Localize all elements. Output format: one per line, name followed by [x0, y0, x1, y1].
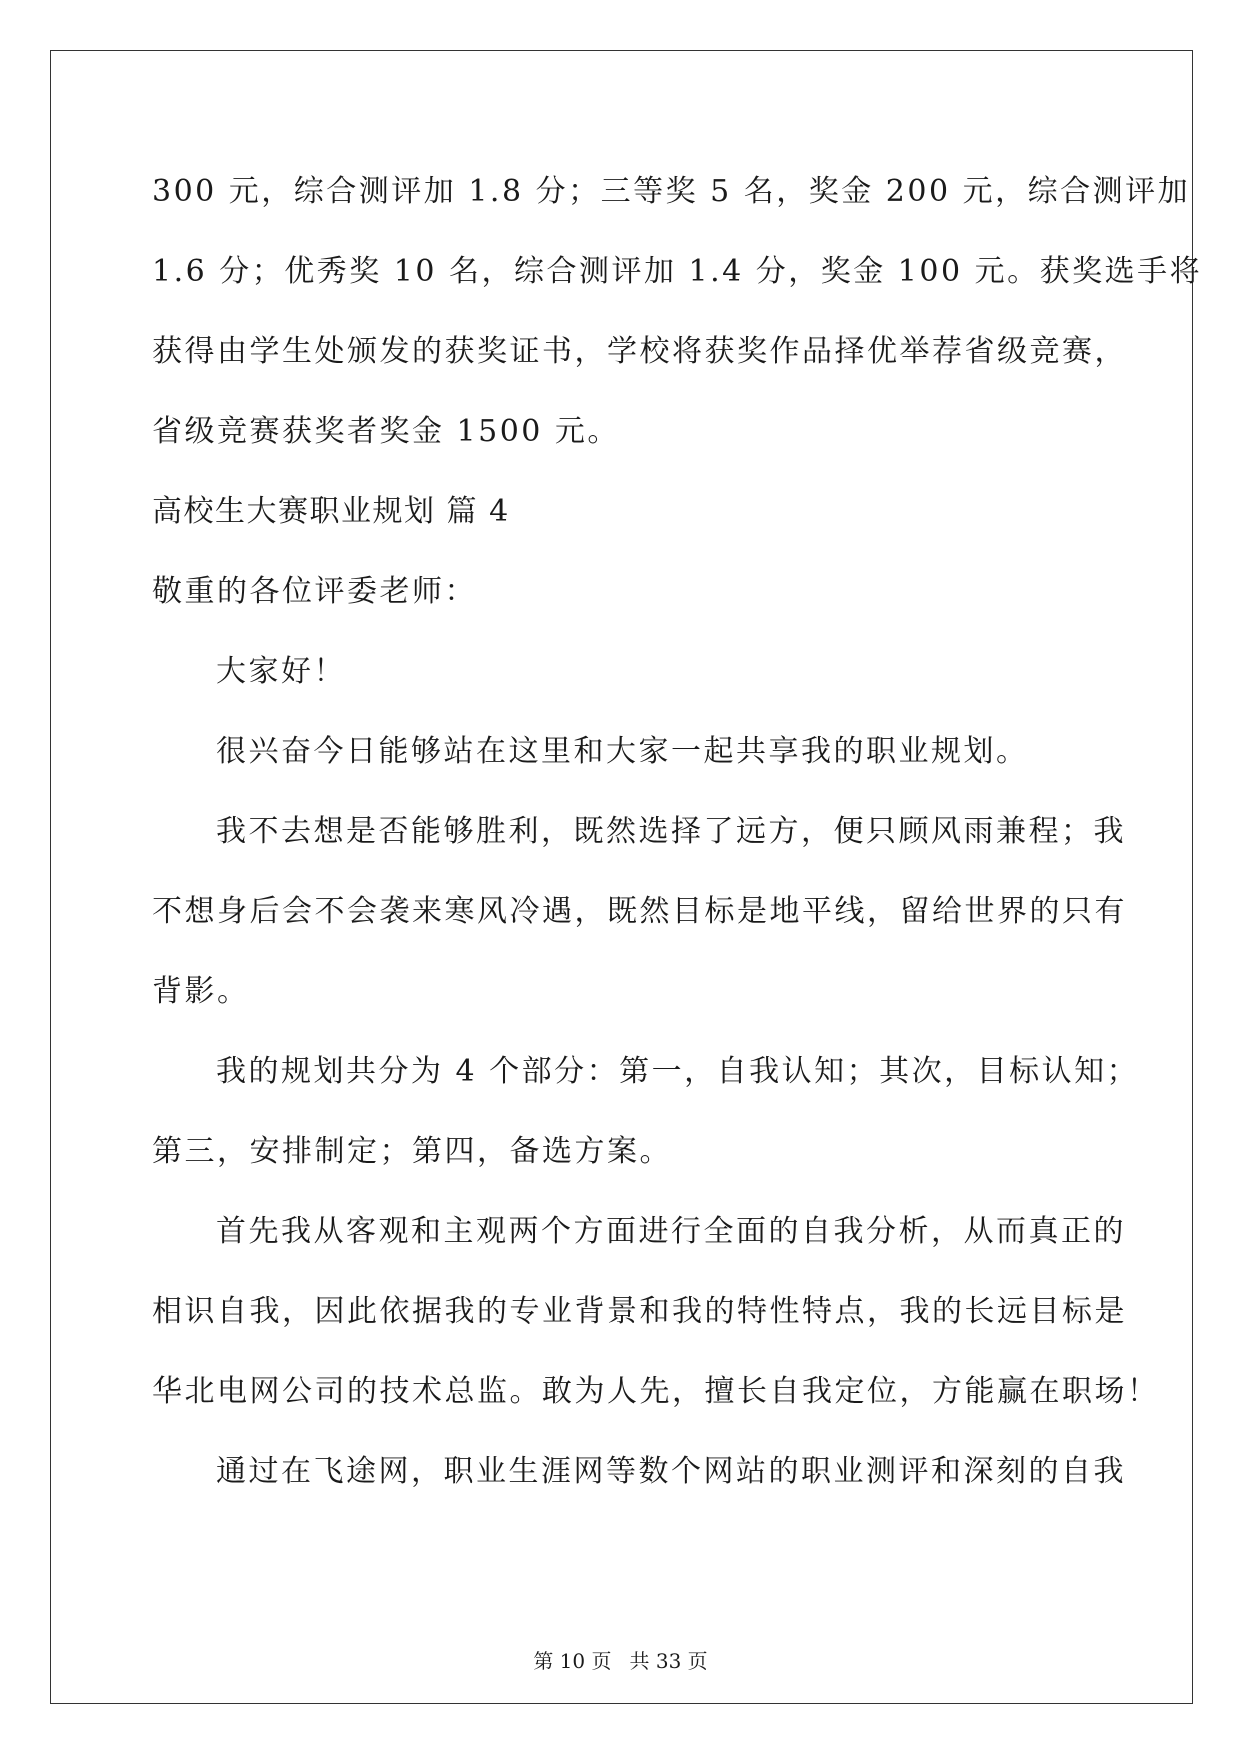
- text-line-2: 1.6 分；优秀奖 10 名，综合测评加 1.4 分，奖金 100 元。获奖选手将: [152, 254, 1203, 289]
- salutation: 敬重的各位评委老师：: [152, 574, 477, 609]
- text-line-8: 很兴奋今日能够站在这里和大家一起共享我的职业规划。: [216, 734, 1029, 769]
- document-body: [152, 160, 1203, 1520]
- text-line-13: 第三，安排制定；第四，备选方案。: [152, 1134, 672, 1169]
- text-line-17: 通过在飞途网，职业生涯网等数个网站的职业测评和深刻的自我: [216, 1454, 1126, 1489]
- text-line-1: 300 元，综合测评加 1.8 分；三等奖 5 名，奖金 200 元，综合测评加: [152, 174, 1191, 209]
- page-number: 第 10 页: [533, 1649, 612, 1673]
- text-line-12: 我的规划共分为 4 个部分：第一，自我认知；其次，目标认知；: [216, 1054, 1140, 1089]
- text-line-15: 相识自我，因此依据我的专业背景和我的特性特点，我的长远目标是: [152, 1294, 1127, 1329]
- section-heading: 高校生大赛职业规划 篇 4: [152, 494, 510, 529]
- greeting: 大家好！: [216, 654, 346, 689]
- page-total: 共 33 页: [629, 1649, 708, 1673]
- text-line-16: 华北电网公司的技术总监。敢为人先，擅长自我定位，方能赢在职场！: [152, 1374, 1160, 1409]
- text-line-9: 我不去想是否能够胜利，既然选择了远方，便只顾风雨兼程；我: [216, 814, 1126, 849]
- text-line-3: 获得由学生处颁发的获奖证书，学校将获奖作品择优举荐省级竞赛，: [152, 334, 1127, 369]
- text-line-14: 首先我从客观和主观两个方面进行全面的自我分析，从而真正的: [216, 1214, 1126, 1249]
- text-line-10: 不想身后会不会袭来寒风冷遇，既然目标是地平线，留给世界的只有: [152, 894, 1127, 929]
- text-line-4: 省级竞赛获奖者奖金 1500 元。: [152, 414, 620, 449]
- text-line-11: 背影。: [152, 974, 250, 1009]
- page-footer: [0, 1645, 1241, 1674]
